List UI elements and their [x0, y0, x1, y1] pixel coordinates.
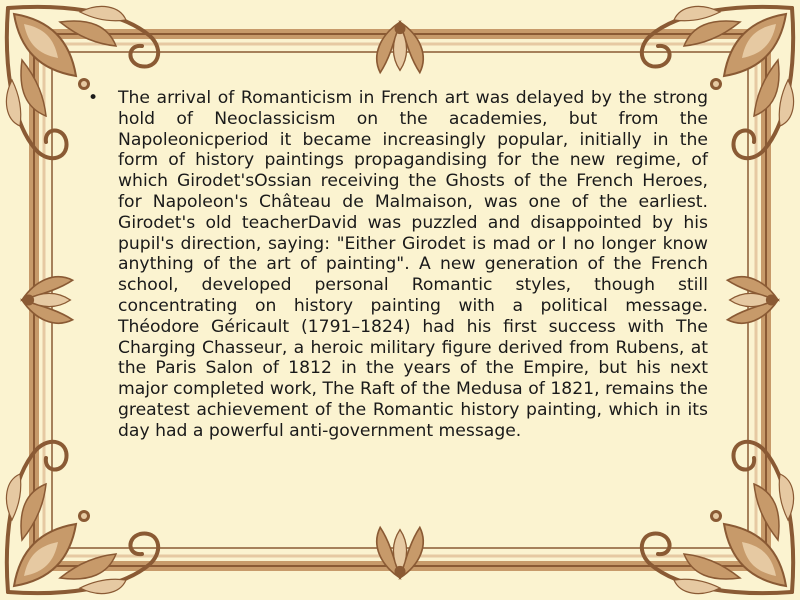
bullet-text: The arrival of Romanticism in French art was delayed by the strong hold of Neoclassicism on the academies, but from the Napoleonicperiod it became increasingly popular, initially in the form of history paintings propagandising for the new regime, of which Girodet'sOssian receiving the Ghosts of the French Heroes, for Napoleon's Château de Malmaison, was one of the earliest. Girodet's old teacherDavid was puzzled and disappointed by his pupil's direction, saying: "Either Girodet is mad or I no longer know anything of the art of painting". A new generation of the French school, developed personal Romantic styles, though still concentrating on history painting with a political message. Théodore Géricault (1791–1824) had his first success with The Charging Chasseur, a heroic military figure derived from Rubens, at the Paris Salon of 1812 in the years of the Empire, but his next major completed work, The Raft of the Medusa of 1821, remains the greatest achievement of the Romantic history painting, which in its day had a powerful anti-government message. — [118, 88, 708, 441]
bullet-list — [88, 88, 708, 442]
slide-body — [88, 88, 708, 442]
bullet-item — [88, 88, 708, 442]
bullet-marker: • — [88, 88, 99, 108]
